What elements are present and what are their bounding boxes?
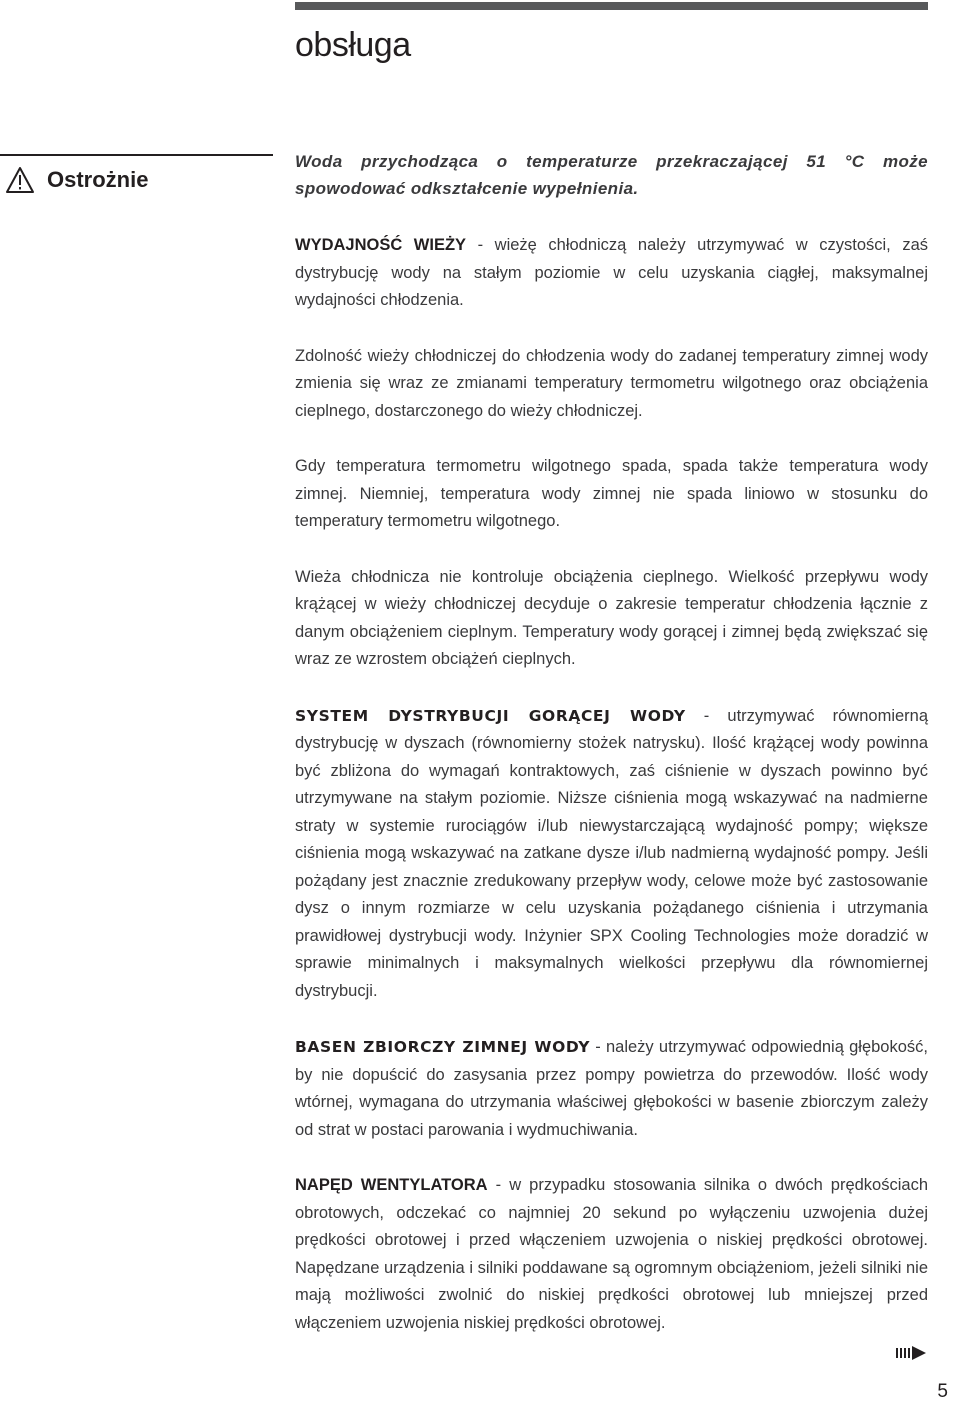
main-content	[295, 148, 928, 1337]
warning-triangle-icon	[5, 166, 35, 194]
page-number: 5	[937, 1381, 948, 1402]
paragraph-tower-efficiency	[295, 232, 928, 315]
paragraph-cooling-capacity	[295, 343, 928, 426]
paragraph-text: Wieża chłodnicza nie kontroluje obciążenia cieplnego. Wielkość przepływu wody krążącej w wieży chłodniczej decyduje o zakresie temperatur chłodzenia łącznie z danym obciążeniem cieplnym. Temperatury wody gorącej i zimnej będą zwiększać się wraz ze wzrostem obciążeń cieplnych.	[295, 567, 928, 668]
paragraph-lead: WYDAJNOŚĆ WIEŻY	[295, 236, 467, 254]
page-title: obsługa	[295, 26, 411, 64]
caution-heading	[5, 166, 148, 194]
paragraph-wet-bulb	[295, 453, 928, 536]
paragraph-cold-water-basin	[295, 1034, 928, 1144]
paragraph-heat-load	[295, 564, 928, 674]
paragraph-lead: BASEN ZBIORCZY ZIMNEJ WODY	[295, 1038, 591, 1056]
paragraph-lead: NAPĘD WENTYLATORA	[295, 1176, 488, 1194]
paragraph-text: - utrzymywać równomierną dystrybucję w dyszach (równomierny stożek natrysku). Ilość krążącej wody powinna być zbliżona do wymagań kontraktowych, zaś ciśnienie w dyszach powinno być utrzymywane na stałym poziomie. Niższe ciśnienia mogą wskazywać na nadmierne straty w systemie rurociągów i/lub niewystarczającą wydajność pompy; większe ciśnienia mogą wskazywać na zatkane dysze i/lub nadmierną wydajność pompy. Jeśli pożądany jest znacznie zredukowany przepływ wody, celowe może być zastosowanie dysz o innym rozmiarze w celu uzyskania pożądanego ciśnienia i utrzymania prawidłowej dystrybucji wody. Inżynier SPX Cooling Technologies może doradzić w sprawie minimalnych i maksymalnych wielkości przepływu dla równomiernej dystrybucji.	[295, 706, 929, 1000]
caution-divider	[0, 154, 273, 156]
header-bar	[295, 2, 928, 10]
paragraph-text: - wieżę chłodniczą należy utrzymywać w czystości, zaś dystrybucję wody na stałym poziomie w celu uzyskania ciągłej, maksymalnej wydajności chłodzenia.	[295, 236, 928, 309]
paragraph-lead: SYSTEM DYSTRYBUCJI GORĄCEJ WODY	[295, 706, 686, 725]
paragraph-text: - należy utrzymywać odpowiednią głębokość, by nie dopuścić do zasysania przez pompy powietrza do przewodów. Ilość wody wtórnej, wymagana do utrzymania właściwej głębokości w basenie zbiorczym zależy od strat w postaci parowania i wydmuchiwania.	[295, 1038, 928, 1139]
paragraph-text: Gdy temperatura termometru wilgotnego spada, spada także temperatura wody zimnej. Niemniej, temperatura wody zimnej nie spada liniowo w stosunku do temperatury termometru wilgotnego.	[295, 457, 928, 530]
paragraph-text: Zdolność wieży chłodniczej do chłodzenia wody do zadanej temperatury zimnej wody zmienia się wraz ze zmianami temperatury termometru wilgotnego oraz obciążenia cieplnego, dostarczonego do wieży chłodniczej.	[295, 346, 928, 420]
continue-arrow-icon	[896, 1342, 928, 1364]
paragraph-text: - w przypadku stosowania silnika o dwóch prędkościach obrotowych, odczekać co najmniej 20 sekund po wyłączeniu uzwojenia dużej prędkości obrotowej i przed włączeniem uzwojenia o niskiej prędkości obrotowej. Napędzane urządzenia i silniki poddawane są ogromnym obciążeniom, jeżeli silniki nie mają możliwości zwolnić do niskiej prędkości obrotowej lub mniejszej przed włączeniem uzwojenia niskiej prędkości obrotowej.	[295, 1176, 929, 1332]
caution-text: Woda przychodząca o temperaturze przekraczającej 51 °C może spowodować odkształcenie wypełnienia.	[295, 152, 928, 198]
paragraph-fan-drive	[295, 1172, 928, 1337]
paragraph-hot-water-distribution	[295, 703, 928, 1006]
caution-label: Ostrożnie	[47, 167, 149, 192]
